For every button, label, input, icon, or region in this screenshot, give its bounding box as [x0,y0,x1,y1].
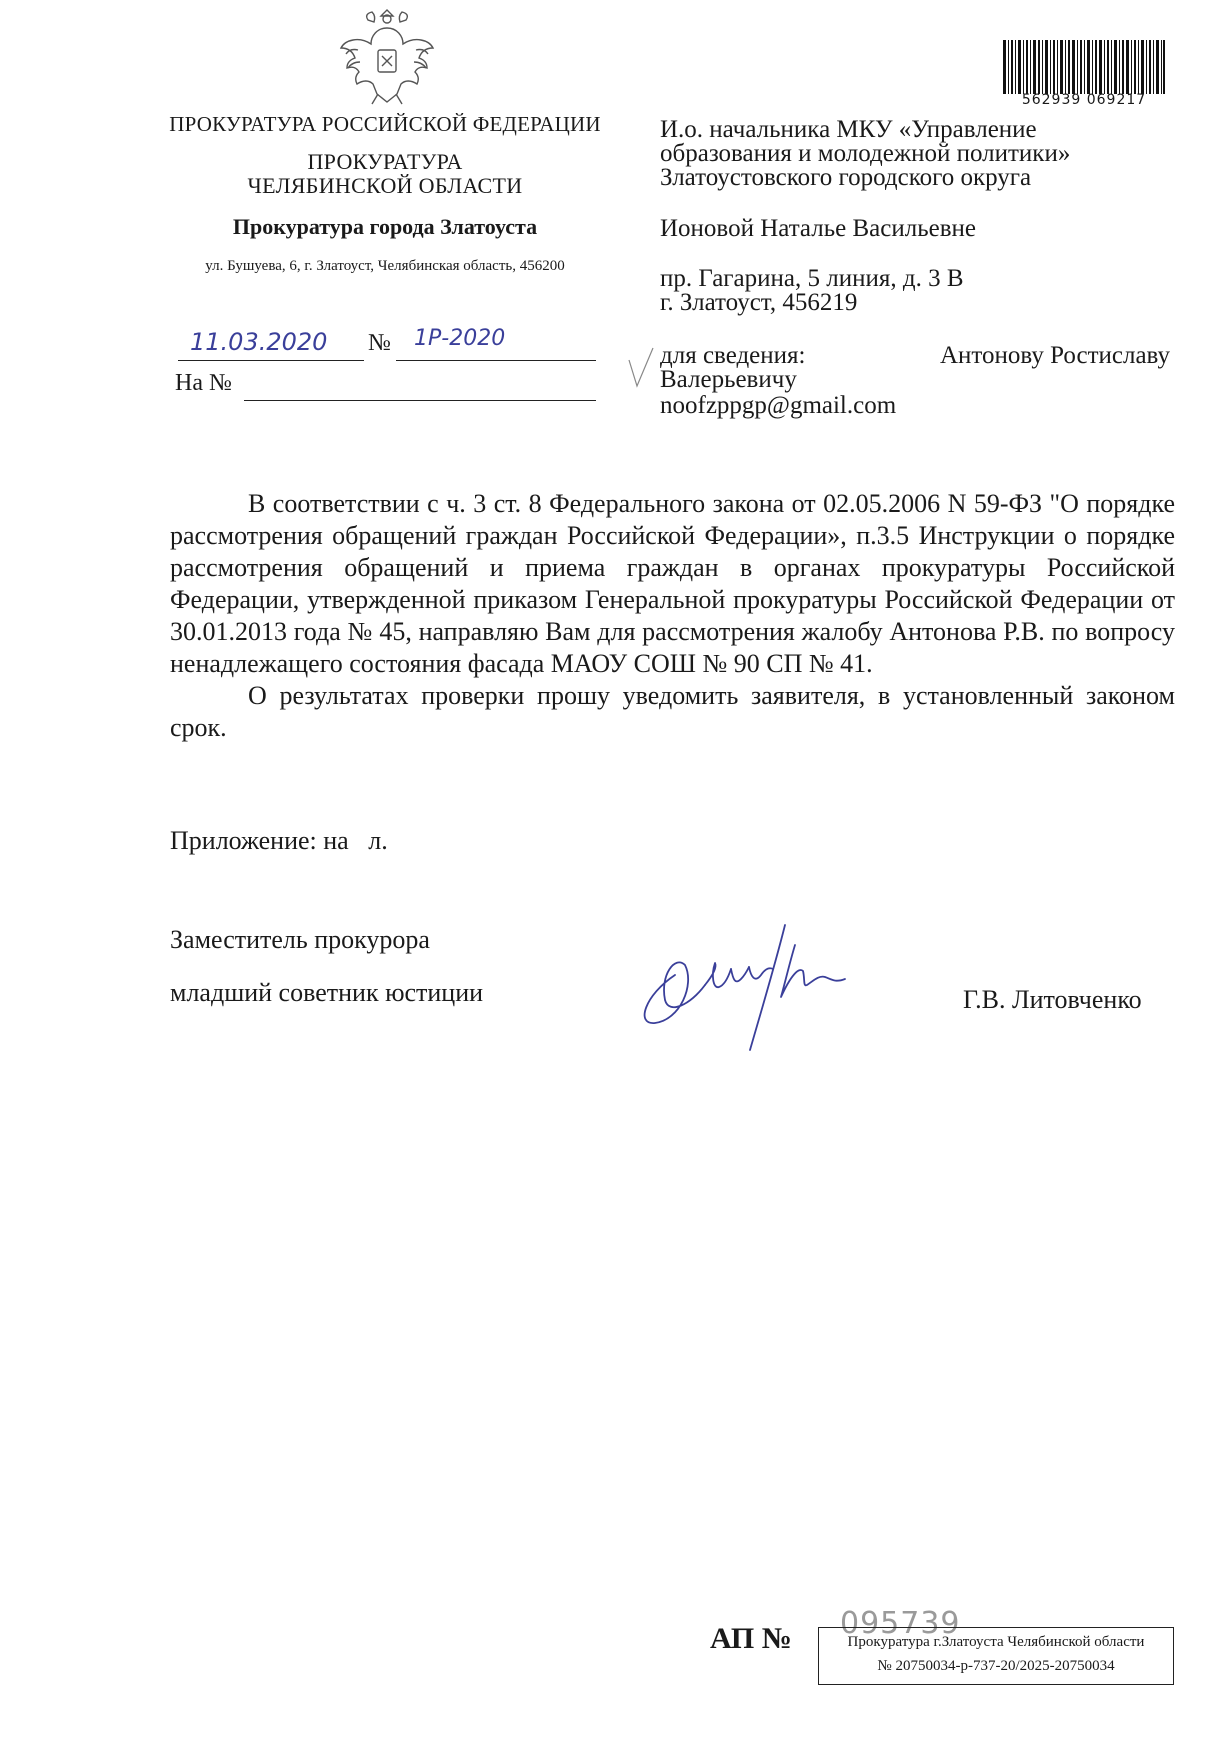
org-line-regional [165,150,605,198]
body-paragraph-2: О результатах проверки прошу уведомить заявителя, в установленный законом срок. [170,681,1175,742]
date-field [178,328,364,361]
registration-stamp [818,1627,1174,1685]
recipient-line-3: Златоустовского городского округа [660,164,1032,191]
copy-name-1: Антонову Ростиславу [939,342,1170,369]
recipient-position [660,118,1070,190]
number-label: № [368,330,391,356]
copy-recipient [660,344,1170,418]
coat-of-arms-icon [338,6,436,108]
org-line-prosecutor: ПРОКУРАТУРА [307,149,463,174]
recipient-address [660,267,964,315]
handwritten-signature [635,905,895,1055]
stamp-line-2: № 20750034-р-737-20/2025-20750034 [877,1658,1115,1674]
body-paragraph-1: В соответствии с ч. 3 ст. 8 Федерального закона от 02.05.2006 N 59-ФЗ "О порядке рассмотрения обращений граждан Российской Федерации», п.3.5 Инструкции о порядке рассмотрения обращений и приема граждан в органах прокуратуры Российской Федерации, утвержденной приказом Генеральной прокуратуры Российской Федерации от 30.01.2013 года № 45, направляю Вам для рассмотрения жалобу Антонова Р.В. по вопросу ненадлежащего состояния фасада МАОУ СОШ № 90 СП № 41. [170,489,1175,678]
copy-email: noofzppgp@gmail.com [660,392,897,419]
signatory-position-2: младший советник юстиции [170,978,484,1007]
number-handwritten: 1Р-2020 [414,326,506,351]
date-handwritten: 11.03.2020 [190,328,328,356]
attachment-line: Приложение: на л. [170,826,388,855]
copy-line-1 [660,344,1170,368]
recipient-address-2: г. Златоуст, 456219 [660,289,858,316]
barcode-number: 562939 069217 [1021,92,1147,108]
copy-name-2: Валерьевичу [660,366,797,393]
office-address: ул. Бушуева, 6, г. Златоуст, Челябинская область, 456200 [205,258,565,274]
copy-label: для сведения: [660,342,806,369]
reference-field [244,372,596,401]
recipient-line-2: образования и молодежной политики» [660,140,1071,167]
reference-label: На № [175,370,232,396]
org-line-region: ЧЕЛЯБИНСКОЙ ОБЛАСТИ [247,173,523,198]
org-line-federation: ПРОКУРАТУРА РОССИЙСКОЙ ФЕДЕРАЦИИ [169,112,601,136]
letter-body [170,488,1175,744]
check-mark-icon [627,346,655,390]
number-field [396,326,596,361]
ap-label: АП № [710,1622,792,1655]
recipient-name: Ионовой Наталье Васильевне [660,215,976,242]
ap-number: 095739 [840,1606,961,1641]
office-name: Прокуратура города Златоуста [232,214,538,239]
stamp-line-1: Прокуратура г.Златоуста Челябинской области [847,1634,1145,1650]
recipient-line-1: И.о. начальника МКУ «Управление [660,116,1037,143]
signatory-position-1: Заместитель прокурора [170,925,430,954]
signatory-name: Г.В. Литовченко [963,985,1142,1014]
barcode-icon [1003,40,1165,94]
recipient-address-1: пр. Гагарина, 5 линия, д. 3 В [660,265,964,292]
